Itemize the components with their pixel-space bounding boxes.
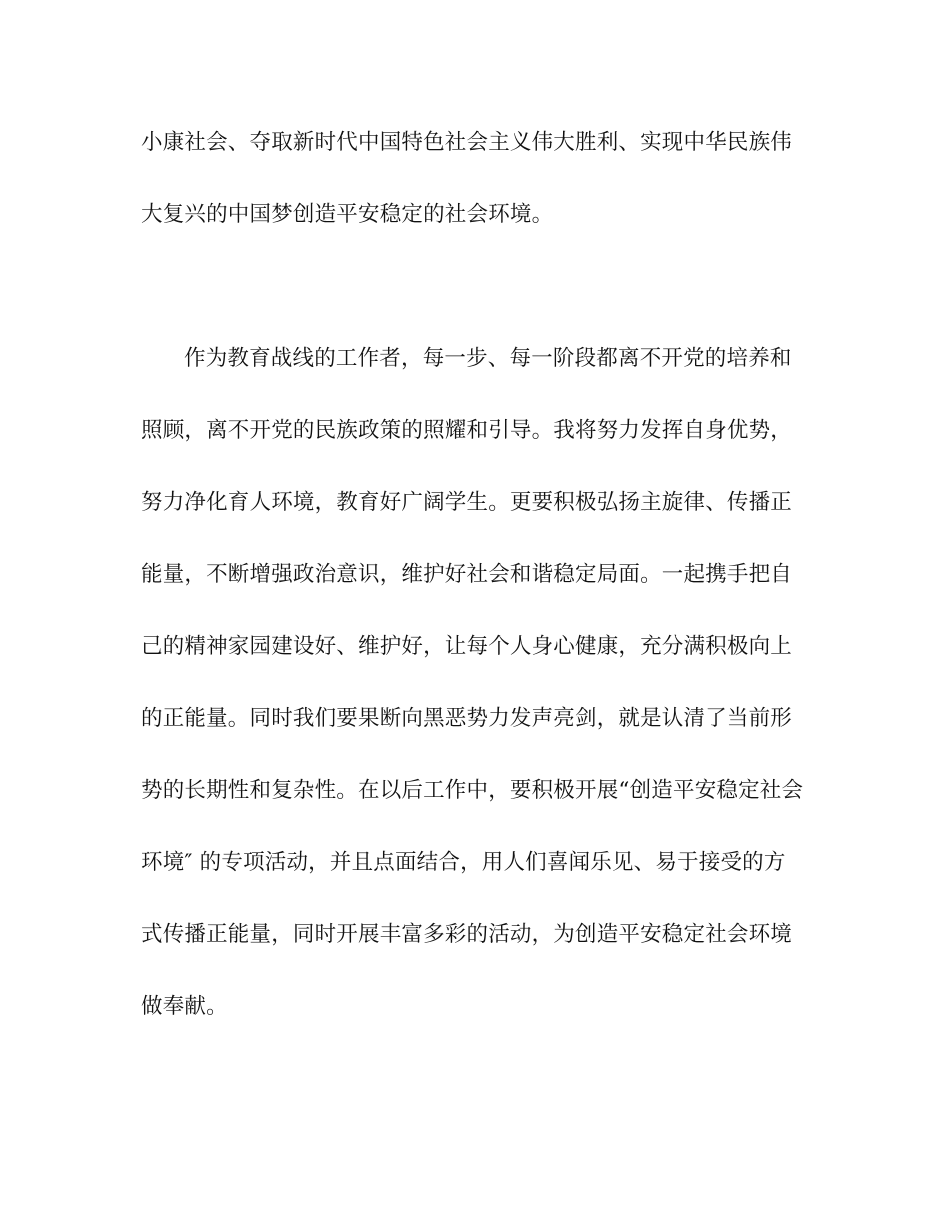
paragraph-line: 式传播正能量，同时开展丰富多彩的活动，为创造平安稳定社会环境 <box>141 922 793 947</box>
paragraph-line: 小康社会、夺取新时代中国特色社会主义伟大胜利、实现中华民族伟 <box>141 130 793 155</box>
paragraph-line: 能量，不断增强政治意识，维护好社会和谐稳定局面。一起携手把自 <box>141 562 793 587</box>
paragraph-line: 己的精神家园建设好、维护好，让每个人身心健康，充分满积极向上 <box>141 634 793 659</box>
paragraph-line: 作为教育战线的工作者，每一步、每一阶段都离不开党的培养和 <box>184 346 792 371</box>
paragraph-line: 势的长期性和复杂性。在以后工作中，要积极开展“创造平安稳定社会 <box>141 778 804 803</box>
paragraph-line: 照顾，离不开党的民族政策的照耀和引导。我将努力发挥自身优势， <box>141 418 793 443</box>
paragraph-line: 的正能量。同时我们要果断向黑恶势力发声亮剑，就是认清了当前形 <box>141 706 793 731</box>
paragraph-line: 环境″ 的专项活动，并且点面结合，用人们喜闻乐见、易于接受的方 <box>141 850 786 875</box>
paragraph-line: 大复兴的中国梦创造平安稳定的社会环境。 <box>141 202 554 227</box>
paragraph-line: 努力净化育人环境，教育好广阔学生。更要积极弘扬主旋律、传播正 <box>141 490 793 515</box>
paragraph-line: 做奉献。 <box>141 994 228 1019</box>
